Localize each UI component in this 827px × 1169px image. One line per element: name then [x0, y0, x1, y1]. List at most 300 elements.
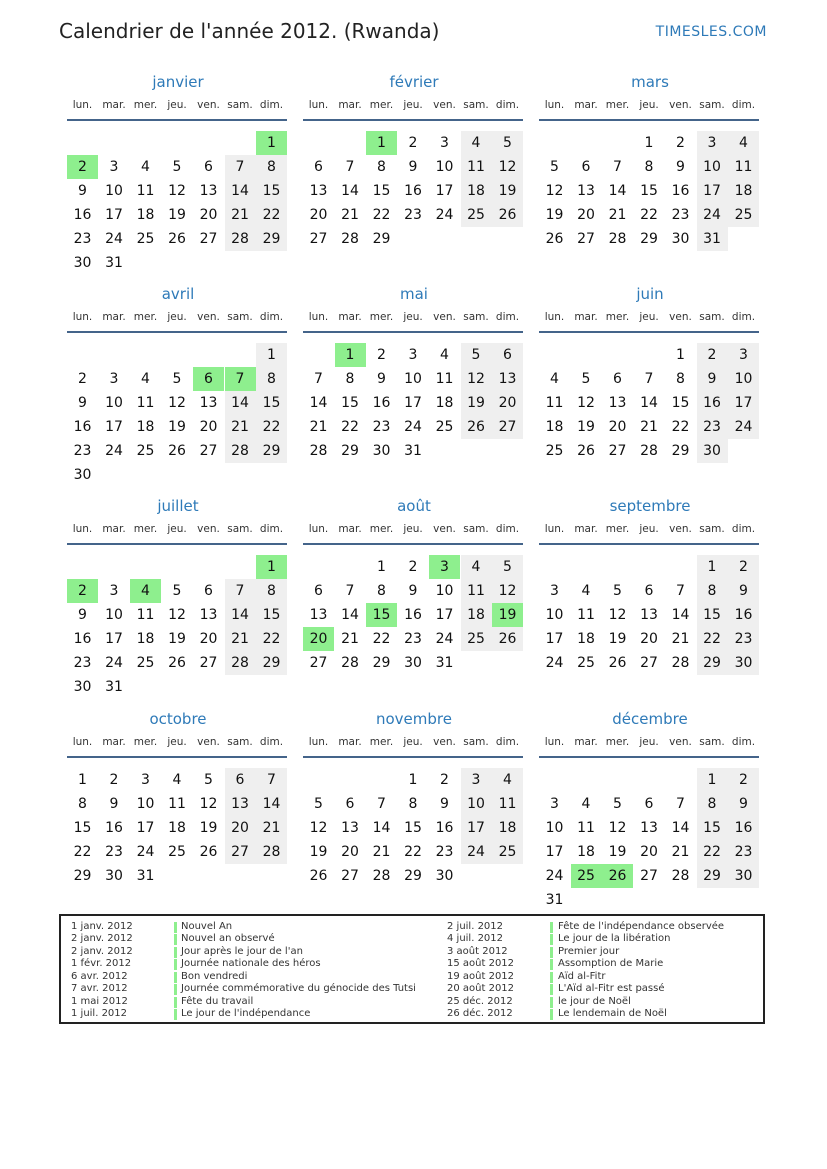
day-cell: 20	[640, 631, 658, 647]
day-cell: 7	[256, 768, 287, 792]
day-cell: 11	[492, 792, 523, 816]
day-cell: 5	[550, 159, 559, 175]
day-cell: 14	[671, 607, 690, 623]
legend-date: 2 janv. 2012	[71, 945, 133, 957]
weekday-header: lun.	[72, 523, 93, 535]
day-cell: 19	[545, 207, 564, 223]
month-name: juillet	[157, 497, 199, 515]
day-cell: 12	[168, 395, 186, 411]
day-cell: 22	[73, 844, 92, 860]
day-cell: 5	[172, 371, 182, 387]
day-cell: 15	[671, 395, 690, 411]
legend-entry	[61, 946, 761, 958]
day-cell: 22	[256, 203, 287, 227]
day-cell: 4	[492, 768, 523, 792]
day-cell: 9	[728, 792, 759, 816]
month-name: février	[389, 73, 439, 91]
weekday-header: sam.	[463, 99, 489, 111]
day-cell: 28	[256, 840, 287, 864]
legend-date: 26 déc. 2012	[447, 1008, 513, 1020]
day-cell: 15	[256, 391, 287, 415]
holiday-day-cell: 1	[256, 555, 287, 579]
day-cell: 23	[404, 631, 422, 647]
day-cell: 15	[256, 179, 287, 203]
day-cell: 16	[404, 607, 422, 623]
day-cell: 12	[168, 183, 186, 199]
day-cell: 14	[225, 391, 256, 415]
weekday-header: lun.	[308, 99, 329, 111]
day-cell: 4	[461, 131, 492, 155]
month-divider	[303, 543, 523, 545]
weekday-header: mer.	[369, 99, 394, 111]
weekday-header: sam.	[699, 736, 725, 748]
day-cell: 6	[225, 768, 256, 792]
day-cell: 6	[644, 583, 654, 599]
day-cell: 25	[168, 844, 186, 860]
day-cell: 24	[105, 655, 123, 671]
day-cell: 13	[640, 607, 658, 623]
day-cell: 10	[136, 796, 155, 812]
day-cell: 11	[136, 395, 155, 411]
day-cell: 4	[141, 159, 150, 175]
day-cell: 14	[341, 607, 359, 623]
weekday-header: mar.	[574, 523, 598, 535]
day-cell: 22	[256, 415, 287, 439]
weekday-header: ven.	[669, 736, 692, 748]
day-cell: 28	[640, 443, 658, 459]
day-cell: 1	[697, 768, 728, 792]
weekday-header: ven.	[433, 736, 456, 748]
day-cell: 3	[697, 131, 728, 155]
day-cell: 27	[608, 443, 627, 459]
day-cell: 21	[256, 816, 287, 840]
day-cell: 20	[309, 207, 328, 223]
day-cell: 12	[577, 395, 595, 411]
weekday-header: ven.	[197, 99, 220, 111]
day-cell: 27	[199, 655, 218, 671]
day-cell: 24	[435, 631, 454, 647]
day-cell: 3	[408, 347, 418, 363]
day-cell: 8	[256, 155, 287, 179]
holiday-day-cell: 15	[366, 603, 397, 627]
legend-date: 19 août 2012	[447, 970, 515, 982]
legend-date: 4 juil. 2012	[447, 933, 504, 945]
legend-date: 1 févr. 2012	[71, 958, 132, 970]
legend-holiday-marker	[550, 997, 553, 1008]
day-cell: 9	[440, 796, 449, 812]
day-cell: 30	[73, 255, 92, 271]
weekday-header: sam.	[227, 736, 253, 748]
day-cell: 23	[73, 655, 92, 671]
day-cell: 8	[408, 796, 418, 812]
weekday-header: dim.	[495, 736, 520, 748]
weekday-header: sam.	[463, 736, 489, 748]
legend-holiday-marker	[550, 1009, 553, 1020]
weekday-header: sam.	[699, 311, 725, 323]
day-cell: 26	[608, 655, 627, 671]
weekday-header: jeu.	[167, 523, 187, 535]
day-cell: 30	[671, 231, 690, 247]
day-cell: 29	[697, 651, 728, 675]
day-cell: 18	[435, 395, 454, 411]
legend-entry	[61, 1008, 761, 1020]
day-cell: 6	[345, 796, 355, 812]
day-cell: 21	[608, 207, 627, 223]
weekday-header: mer.	[605, 99, 630, 111]
weekday-header: ven.	[669, 523, 692, 535]
day-cell: 18	[728, 179, 759, 203]
holiday-day-cell: 26	[602, 864, 633, 888]
legend-date: 3 août 2012	[447, 945, 508, 957]
day-cell: 24	[461, 840, 492, 864]
day-cell: 27	[199, 231, 218, 247]
legend-date: 20 août 2012	[447, 983, 515, 995]
weekday-header: mar.	[574, 99, 598, 111]
day-cell: 7	[345, 583, 355, 599]
day-cell: 13	[309, 607, 328, 623]
day-cell: 26	[492, 203, 523, 227]
day-cell: 21	[372, 844, 391, 860]
day-cell: 9	[78, 395, 87, 411]
day-cell: 29	[640, 231, 658, 247]
day-cell: 10	[105, 183, 123, 199]
day-cell: 15	[73, 820, 92, 836]
day-cell: 13	[199, 395, 218, 411]
day-cell: 23	[728, 627, 759, 651]
day-cell: 5	[314, 796, 323, 812]
day-cell: 24	[545, 868, 564, 884]
weekday-header: mer.	[369, 523, 394, 535]
day-cell: 24	[105, 231, 123, 247]
day-cell: 1	[377, 559, 386, 575]
day-cell: 20	[199, 631, 218, 647]
legend-holiday-name: Nouvel An	[181, 921, 233, 932]
weekday-header: ven.	[433, 311, 456, 323]
day-cell: 11	[577, 607, 595, 623]
day-cell: 9	[408, 159, 418, 175]
day-cell: 3	[550, 796, 559, 812]
day-cell: 9	[377, 371, 386, 387]
day-cell: 1	[644, 135, 654, 151]
day-cell: 10	[404, 371, 422, 387]
day-cell: 28	[671, 655, 690, 671]
weekday-header: jeu.	[403, 99, 423, 111]
day-cell: 25	[728, 203, 759, 227]
day-cell: 13	[199, 607, 218, 623]
weekday-header: dim.	[495, 311, 520, 323]
day-cell: 13	[492, 367, 523, 391]
legend-holiday-name: Aïd al-Fitr	[558, 970, 606, 982]
day-cell: 2	[440, 772, 449, 788]
day-cell: 17	[435, 183, 454, 199]
day-cell: 19	[168, 631, 186, 647]
month-name: septembre	[609, 497, 691, 515]
month-divider	[303, 756, 523, 758]
day-cell: 1	[697, 555, 728, 579]
legend-date: 7 avr. 2012	[71, 983, 128, 995]
day-cell: 26	[168, 231, 186, 247]
holiday-day-cell: 25	[571, 864, 602, 888]
day-cell: 19	[608, 844, 627, 860]
day-cell: 23	[728, 840, 759, 864]
day-cell: 5	[172, 583, 182, 599]
weekday-header: dim.	[495, 523, 520, 535]
day-cell: 9	[676, 159, 685, 175]
day-cell: 4	[461, 555, 492, 579]
day-cell: 5	[204, 772, 213, 788]
holiday-day-cell: 1	[366, 131, 397, 155]
day-cell: 11	[461, 155, 492, 179]
day-cell: 13	[225, 792, 256, 816]
day-cell: 21	[341, 631, 359, 647]
day-cell: 7	[644, 371, 654, 387]
day-cell: 13	[199, 183, 218, 199]
day-cell: 12	[461, 367, 492, 391]
day-cell: 29	[73, 868, 92, 884]
day-cell: 19	[309, 844, 328, 860]
legend-holiday-marker	[550, 984, 553, 995]
day-cell: 22	[372, 207, 391, 223]
day-cell: 28	[608, 231, 627, 247]
weekday-header: ven.	[433, 99, 456, 111]
day-cell: 5	[581, 371, 591, 387]
day-cell: 6	[644, 796, 654, 812]
day-cell: 18	[168, 820, 186, 836]
legend-entry	[61, 971, 761, 983]
day-cell: 2	[408, 135, 418, 151]
day-cell: 23	[372, 419, 391, 435]
legend-date: 15 août 2012	[447, 958, 515, 970]
legend-entry	[61, 983, 761, 995]
month-name: avril	[161, 285, 195, 303]
day-cell: 6	[492, 343, 523, 367]
legend-holiday-name: Fête de l'indépendance observée	[558, 921, 725, 932]
day-cell: 24	[136, 844, 155, 860]
day-cell: 26	[309, 868, 328, 884]
weekday-header: mar.	[338, 736, 362, 748]
holiday-day-cell: 3	[429, 555, 460, 579]
month-name: juin	[636, 285, 664, 303]
day-cell: 11	[136, 183, 155, 199]
day-cell: 29	[671, 443, 690, 459]
day-cell: 10	[435, 159, 454, 175]
day-cell: 17	[461, 816, 492, 840]
day-cell: 29	[372, 655, 391, 671]
legend-entry	[61, 958, 761, 970]
day-cell: 23	[105, 844, 123, 860]
day-cell: 27	[577, 231, 595, 247]
weekday-header: mer.	[605, 523, 630, 535]
day-cell: 1	[676, 347, 685, 363]
weekday-header: lun.	[72, 736, 93, 748]
day-cell: 28	[341, 655, 359, 671]
legend-holiday-marker	[550, 947, 553, 958]
day-cell: 14	[309, 395, 328, 411]
holiday-day-cell: 20	[303, 627, 334, 651]
weekday-header: jeu.	[167, 99, 187, 111]
day-cell: 21	[341, 207, 359, 223]
holiday-day-cell: 1	[256, 131, 287, 155]
day-cell: 31	[435, 655, 454, 671]
page-title: Calendrier de l'année 2012. (Rwanda)	[59, 19, 440, 43]
day-cell: 11	[728, 155, 759, 179]
day-cell: 25	[136, 231, 155, 247]
day-cell: 10	[728, 367, 759, 391]
month-divider	[303, 119, 523, 121]
day-cell: 19	[461, 391, 492, 415]
day-cell: 29	[256, 651, 287, 675]
weekday-header: dim.	[259, 311, 284, 323]
day-cell: 26	[577, 443, 595, 459]
day-cell: 21	[671, 844, 690, 860]
weekday-header: dim.	[731, 99, 756, 111]
day-cell: 22	[697, 627, 728, 651]
day-cell: 7	[613, 159, 622, 175]
day-cell: 19	[577, 419, 595, 435]
day-cell: 19	[492, 179, 523, 203]
day-cell: 30	[73, 679, 92, 695]
day-cell: 29	[256, 439, 287, 463]
day-cell: 2	[377, 347, 386, 363]
day-cell: 18	[492, 816, 523, 840]
day-cell: 25	[461, 203, 492, 227]
day-cell: 16	[73, 631, 92, 647]
weekday-header: lun.	[72, 311, 93, 323]
weekday-header: jeu.	[403, 523, 423, 535]
legend-date: 1 mai 2012	[71, 995, 128, 1007]
day-cell: 8	[697, 579, 728, 603]
legend-entry	[61, 921, 761, 933]
day-cell: 2	[78, 371, 87, 387]
brand-link[interactable]: TIMESLES.COM	[655, 24, 767, 40]
day-cell: 3	[728, 343, 759, 367]
day-cell: 10	[545, 607, 564, 623]
legend-date: 1 juil. 2012	[71, 1008, 128, 1020]
day-cell: 30	[372, 443, 391, 459]
day-cell: 8	[78, 796, 87, 812]
day-cell: 14	[608, 183, 627, 199]
day-cell: 4	[581, 796, 591, 812]
weekday-header: sam.	[227, 523, 253, 535]
day-cell: 15	[256, 603, 287, 627]
day-cell: 5	[613, 796, 622, 812]
weekday-header: lun.	[544, 99, 565, 111]
day-cell: 28	[225, 439, 256, 463]
day-cell: 17	[545, 631, 564, 647]
legend-date: 6 avr. 2012	[71, 970, 128, 982]
weekday-header: sam.	[463, 311, 489, 323]
day-cell: 30	[404, 655, 422, 671]
day-cell: 13	[341, 820, 359, 836]
day-cell: 29	[372, 231, 391, 247]
month-divider	[539, 756, 759, 758]
day-cell: 28	[341, 231, 359, 247]
day-cell: 28	[309, 443, 328, 459]
day-cell: 5	[613, 583, 622, 599]
day-cell: 15	[640, 183, 658, 199]
day-cell: 22	[404, 844, 422, 860]
day-cell: 12	[545, 183, 564, 199]
legend-holiday-name: Journée commémorative du génocide des Tutsi	[181, 983, 416, 995]
day-cell: 6	[581, 159, 591, 175]
weekday-header: lun.	[308, 311, 329, 323]
day-cell: 31	[697, 227, 728, 251]
day-cell: 23	[435, 844, 454, 860]
weekday-header: mar.	[102, 523, 126, 535]
day-cell: 18	[577, 631, 595, 647]
holiday-day-cell: 6	[193, 367, 224, 391]
day-cell: 5	[492, 555, 523, 579]
day-cell: 16	[73, 207, 92, 223]
day-cell: 13	[577, 183, 595, 199]
weekday-header: mer.	[133, 523, 158, 535]
day-cell: 22	[256, 627, 287, 651]
day-cell: 28	[671, 868, 690, 884]
day-cell: 23	[404, 207, 422, 223]
day-cell: 7	[377, 796, 386, 812]
day-cell: 26	[168, 443, 186, 459]
weekday-header: lun.	[544, 736, 565, 748]
weekday-header: sam.	[463, 523, 489, 535]
day-cell: 15	[697, 603, 728, 627]
day-cell: 9	[78, 183, 87, 199]
day-cell: 26	[461, 415, 492, 439]
day-cell: 2	[728, 555, 759, 579]
legend-holiday-name: le jour de Noël	[558, 995, 631, 1007]
legend-date: 25 déc. 2012	[447, 995, 513, 1007]
legend-holiday-marker	[550, 959, 553, 970]
day-cell: 7	[676, 796, 685, 812]
day-cell: 8	[697, 792, 728, 816]
day-cell: 11	[461, 579, 492, 603]
day-cell: 12	[608, 820, 627, 836]
day-cell: 25	[545, 443, 564, 459]
legend-holiday-name: Journée nationale des héros	[181, 958, 321, 970]
day-cell: 7	[225, 155, 256, 179]
day-cell: 11	[136, 607, 155, 623]
day-cell: 16	[372, 395, 391, 411]
day-cell: 6	[314, 583, 323, 599]
day-cell: 31	[105, 679, 123, 695]
day-cell: 8	[377, 159, 386, 175]
day-cell: 30	[105, 868, 123, 884]
day-cell: 17	[105, 207, 123, 223]
weekday-header: mar.	[102, 736, 126, 748]
weekday-header: lun.	[72, 99, 93, 111]
day-cell: 16	[105, 820, 123, 836]
weekday-header: ven.	[669, 311, 692, 323]
day-cell: 16	[404, 183, 422, 199]
day-cell: 16	[728, 603, 759, 627]
day-cell: 12	[168, 607, 186, 623]
legend-entry	[61, 996, 761, 1008]
day-cell: 29	[404, 868, 422, 884]
day-cell: 16	[73, 419, 92, 435]
day-cell: 25	[577, 655, 595, 671]
day-cell: 9	[697, 367, 728, 391]
weekday-header: ven.	[433, 523, 456, 535]
holiday-day-cell: 2	[67, 155, 98, 179]
day-cell: 12	[199, 796, 218, 812]
day-cell: 27	[225, 840, 256, 864]
month-divider	[539, 331, 759, 333]
weekday-header: ven.	[197, 523, 220, 535]
day-cell: 20	[199, 207, 218, 223]
day-cell: 14	[256, 792, 287, 816]
day-cell: 24	[435, 207, 454, 223]
day-cell: 30	[73, 467, 92, 483]
day-cell: 9	[78, 607, 87, 623]
